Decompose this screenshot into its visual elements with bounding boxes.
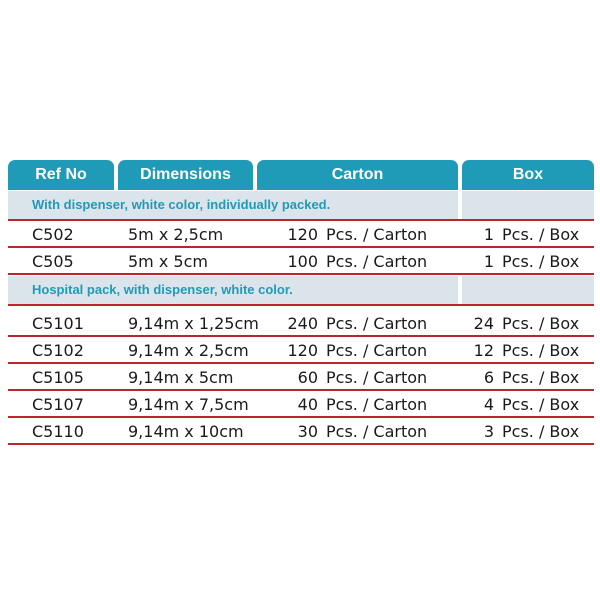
- carton-unit: Pcs. / Carton: [326, 341, 428, 360]
- carton-unit: Pcs. / Carton: [326, 422, 428, 441]
- carton-qty: 40: [297, 395, 318, 414]
- carton-unit: Pcs. / Carton: [326, 368, 428, 387]
- box-unit: Pcs. / Box: [502, 252, 580, 271]
- dimensions: 9,14m x 5cm: [128, 368, 234, 387]
- dimensions: 9,14m x 10cm: [128, 422, 244, 441]
- carton-qty: 240: [287, 314, 318, 333]
- carton-qty: 120: [287, 341, 318, 360]
- dimensions: 9,14m x 7,5cm: [128, 395, 249, 414]
- carton-qty: 30: [297, 422, 318, 441]
- carton-qty: 120: [287, 225, 318, 244]
- box-qty: 12: [473, 341, 494, 360]
- product-table: [8, 160, 594, 445]
- ref-no: C5101: [32, 314, 84, 333]
- dimensions: 9,14m x 1,25cm: [128, 314, 259, 333]
- box-qty: 24: [473, 314, 494, 333]
- box-unit: Pcs. / Box: [502, 395, 580, 414]
- box-qty: 1: [483, 225, 494, 244]
- box-unit: Pcs. / Box: [502, 341, 580, 360]
- carton-unit: Pcs. / Carton: [326, 252, 428, 271]
- box-unit: Pcs. / Box: [502, 314, 580, 333]
- header-dimensions: Dimensions: [118, 160, 253, 190]
- box-qty: 4: [483, 395, 494, 414]
- group-header-bg-box: [462, 276, 594, 304]
- group-title: Hospital pack, with dispenser, white color.: [32, 282, 293, 297]
- box-unit: Pcs. / Box: [502, 422, 580, 441]
- box-qty: 1: [483, 252, 494, 271]
- group-header-bg-box: [462, 191, 594, 219]
- carton-qty: 100: [287, 252, 318, 271]
- table-header: [8, 160, 594, 190]
- header-box: Box: [462, 160, 594, 190]
- table-row: [8, 248, 594, 275]
- box-unit: Pcs. / Box: [502, 368, 580, 387]
- group-header-dispenser-individual: [8, 190, 594, 221]
- box-qty: 3: [483, 422, 494, 441]
- table-row: [8, 418, 594, 445]
- ref-no: C5105: [32, 368, 84, 387]
- ref-no: C5110: [32, 422, 84, 441]
- ref-no: C5102: [32, 341, 84, 360]
- group-title: With dispenser, white color, individually packed.: [32, 197, 331, 212]
- table-row: [8, 364, 594, 391]
- carton-unit: Pcs. / Carton: [326, 395, 428, 414]
- table-row: [8, 391, 594, 418]
- group-header-hospital-pack: [8, 275, 594, 306]
- carton-qty: 60: [297, 368, 318, 387]
- dimensions: 5m x 2,5cm: [128, 225, 224, 244]
- ref-no: C505: [32, 252, 74, 271]
- dimensions: 9,14m x 2,5cm: [128, 341, 249, 360]
- box-unit: Pcs. / Box: [502, 225, 580, 244]
- carton-unit: Pcs. / Carton: [326, 314, 428, 333]
- ref-no: C502: [32, 225, 74, 244]
- table-row: [8, 337, 594, 364]
- dimensions: 5m x 5cm: [128, 252, 208, 271]
- box-qty: 6: [483, 368, 494, 387]
- table-row: [8, 221, 594, 248]
- carton-unit: Pcs. / Carton: [326, 225, 428, 244]
- ref-no: C5107: [32, 395, 84, 414]
- header-ref-no: Ref No: [8, 160, 114, 190]
- header-carton: Carton: [257, 160, 458, 190]
- table-row: [8, 310, 594, 337]
